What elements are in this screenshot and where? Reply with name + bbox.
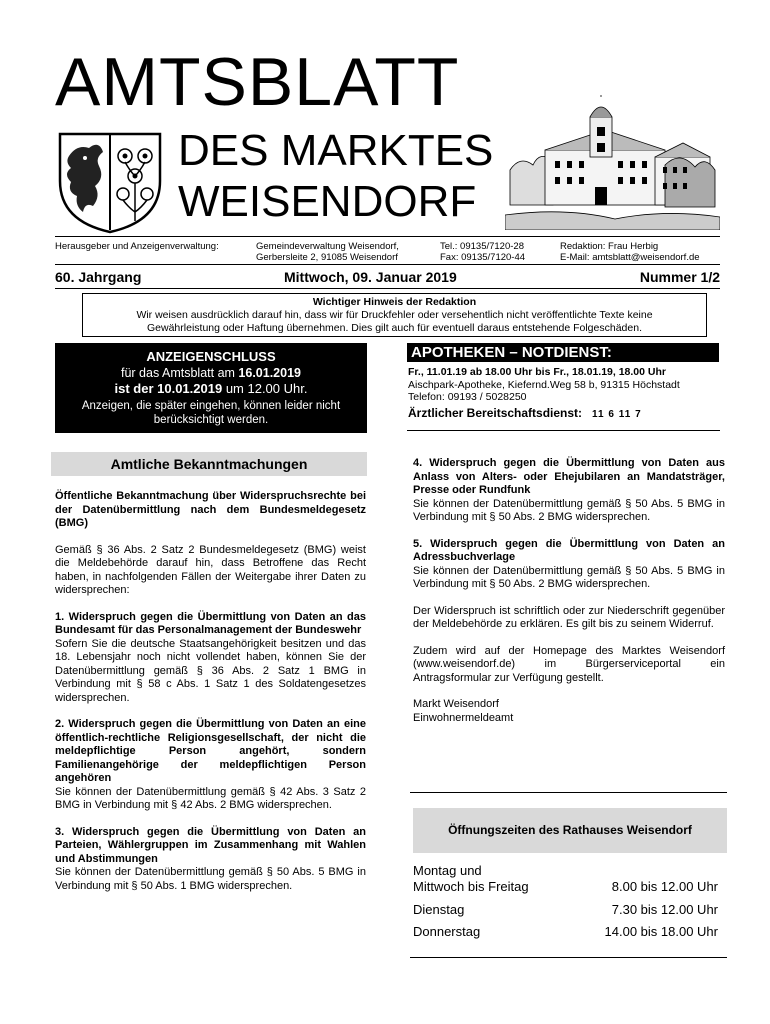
publisher-contact [440, 241, 525, 263]
header-rule-bottom [55, 288, 720, 289]
hours-row-3 [413, 924, 718, 940]
issue-jahrgang: 60. Jahrgang [55, 269, 142, 285]
anzeigenschluss-box [55, 343, 367, 433]
section-2-text: Sie können der Datenübermittlung gemäß § 42 Abs. 3 Satz 2 BMG in Verbindung mit § 42 Abs. 2 BMG widersprechen. [55, 785, 366, 811]
anzeigenschluss-line1 [55, 365, 367, 381]
publisher-org [256, 241, 399, 263]
apotheken-rule [407, 430, 720, 431]
issue-row [55, 269, 720, 287]
section-5 [413, 538, 725, 592]
publisher-org-line1: Gemeindeverwaltung Weisendorf, [256, 241, 399, 252]
homepage-text: Zudem wird auf der Homepage des Marktes Weisendorf (www.weisendorf.de) im Bürgerserviceportal ein Antragsformular zur Verfügung gestellt. [413, 644, 725, 684]
anzeigenschluss-line2 [55, 381, 367, 397]
issue-number: Nummer 1/2 [639, 269, 720, 285]
hours-row-2-day: Dienstag [413, 902, 465, 917]
coat-of-arms-icon [55, 126, 165, 236]
section-4 [413, 457, 725, 525]
apotheken-phone: Telefon: 09193 / 5028250 [408, 391, 527, 403]
right-column [413, 457, 725, 725]
hours-row-3-day: Donnerstag [413, 924, 481, 939]
section-5-title: 5. Widerspruch gegen die Übermittlung von Daten an Adressbuchverlage [413, 537, 725, 563]
masthead-subtitle-1: DES MARKTES [178, 126, 494, 175]
anzeigenschluss-line2-date: ist der 10.01.2019 [114, 381, 223, 396]
editorial-notice [82, 293, 707, 337]
publisher-label: Herausgeber und Anzeigenverwaltung: [55, 241, 219, 252]
anzeigenschluss-line1-date: 16.01.2019 [238, 366, 301, 380]
hours-row-1-day2: Mittwoch bis Freitag [413, 879, 529, 894]
section-2-title: 2. Widerspruch gegen die Übermittlung von Daten an eine öffentlich-rechtliche Religionsgesellschaft, der nicht die meldepflichtige Person angehört, sondern Familienangehörige der meldepflichtigen Person angehören [55, 718, 366, 784]
section-3-text: Sie können der Datenübermittlung gemäß § 50 Abs. 5 BMG in Verbindung mit § 50 Abs. 1 BMG widersprechen. [55, 866, 366, 892]
aerztlicher-dienst [408, 406, 642, 420]
publisher-redaktion [560, 241, 700, 263]
left-column [55, 490, 366, 906]
hours-row-2-time: 7.30 bis 12.00 Uhr [611, 902, 718, 917]
section-3 [55, 826, 366, 894]
hours-row-1-day: Montag und [413, 863, 482, 878]
hours-row-1-time: 8.00 bis 12.00 Uhr [611, 879, 718, 894]
oeffnungszeiten-rule-top [410, 792, 727, 793]
anzeigenschluss-line1-text: für das Amtsblatt am [121, 366, 239, 380]
aerztlicher-dienst-label: Ärztlicher Bereitschaftsdienst: [408, 406, 583, 420]
publisher-email: E-Mail: amtsblatt@weisendorf.de [560, 252, 700, 263]
written-objection-text: Der Widerspruch ist schriftlich oder zur Niederschrift gegenüber der Meldebehörde zu erklären. Es gilt bis zu seinem Widerruf. [413, 604, 725, 630]
masthead-title: AMTSBLATT [55, 44, 460, 120]
header-rule-middle [55, 264, 720, 265]
notice-line1: Wir weisen ausdrücklich darauf hin, dass wir für Druckfehler oder versehentlich nicht veröffentlichte Texte keine [136, 309, 653, 321]
header-rule-top [55, 236, 720, 237]
publisher-fax: Fax: 09135/7120-44 [440, 252, 526, 263]
signature-line1: Markt Weisendorf [413, 698, 499, 710]
publisher-tel: Tel.: 09135/7120-28 [440, 241, 524, 252]
publisher-org-line2: Gerbersleite 2, 91085 Weisendorf [256, 252, 398, 263]
hours-row-2 [413, 902, 718, 918]
apotheken-time: Fr., 11.01.19 ab 18.00 Uhr bis Fr., 18.01.19, 18.00 Uhr [408, 366, 666, 378]
section-5-text: Sie können der Datenübermittlung gemäß § 50 Abs. 5 BMG in Verbindung mit § 50 Abs. 2 BMG widersprechen. [413, 564, 725, 590]
apotheken-heading: APOTHEKEN – NOTDIENST: [407, 343, 719, 362]
section-3-title: 3. Widerspruch gegen die Übermittlung von Daten an Parteien, Wählergruppen im Zusammenhang mit Wahlen und Abstimmungen [55, 825, 366, 865]
masthead-subtitle-2: WEISENDORF [178, 177, 477, 226]
anzeigenschluss-line2-time: um 12.00 Uhr. [222, 381, 308, 396]
anzeigenschluss-note: Anzeigen, die später eingehen, können leider nicht berücksichtigt werden. [81, 400, 341, 426]
section-1-title: 1. Widerspruch gegen die Übermittlung von Daten an das Bundesamt für das Personalmanagement der Bundeswehr [55, 610, 366, 636]
section-4-title: 4. Widerspruch gegen die Übermittlung von Daten aus Anlass von Alters- oder Ehejubilaren an Mandatsträger, Presse oder Rundfunk [413, 457, 725, 496]
section-1 [55, 611, 366, 706]
issue-date: Mittwoch, 09. Januar 2019 [284, 269, 457, 285]
notice-line2: Gewährleistung oder Haftung übernehmen. Dies gilt auch für eventuell daraus entstehende Folgeschäden. [147, 322, 642, 334]
publisher-redaktion-name: Redaktion: Frau Herbig [560, 241, 659, 252]
section-4-text: Sie können der Datenübermittlung gemäß § 50 Abs. 5 BMG in Verbindung mit § 50 Abs. 2 BMG widersprechen. [413, 497, 725, 523]
notice-title: Wichtiger Hinweis der Redaktion [312, 296, 477, 308]
apotheken-details [408, 366, 720, 404]
signature-line2: Einwohnermeldeamt [413, 711, 514, 724]
oeffnungszeiten-rule-bottom [410, 957, 727, 958]
hours-row-1 [413, 863, 718, 895]
intro-text: Gemäß § 36 Abs. 2 Satz 2 Bundesmeldegesetz (BMG) weist die Meldebehörde darauf hin, dass Betroffene das Recht haben, in nachfolgenden Fällen der Weitergabe ihrer Daten zu widersprechen: [55, 543, 366, 596]
intro-title-text: Öffentliche Bekanntmachung über Widerspruchsrechte bei der Datenübermittlung nach dem Bundesmeldegesetz (BMG) [55, 490, 366, 529]
section-2 [55, 718, 366, 813]
anzeigenschluss-heading: ANZEIGENSCHLUSS [146, 349, 276, 364]
section-1-text: Sofern Sie die deutsche Staatsangehörigkeit besitzen und das 18. Lebensjahr noch nicht vollendet haben, können Sie der Datenübermittlung gemäß § 36 Abs. 2 Satz 1 BMG in Verbindung mit § 58 c Abs. 1 Satz 1 des Soldatengesetzes widersprechen. [55, 637, 366, 704]
apotheken-address: Aischpark-Apotheke, Kiefernd.Weg 58 b, 91315 Höchstadt [408, 378, 680, 391]
aerztlicher-dienst-number: 11 6 11 7 [592, 409, 642, 420]
hours-row-3-time: 14.00 bis 18.00 Uhr [604, 924, 718, 939]
intro-title [55, 490, 366, 531]
castle-illustration-icon [505, 95, 720, 230]
amtliche-heading: Amtliche Bekanntmachungen [51, 452, 367, 476]
oeffnungszeiten-heading: Öffnungszeiten des Rathauses Weisendorf [413, 808, 727, 853]
